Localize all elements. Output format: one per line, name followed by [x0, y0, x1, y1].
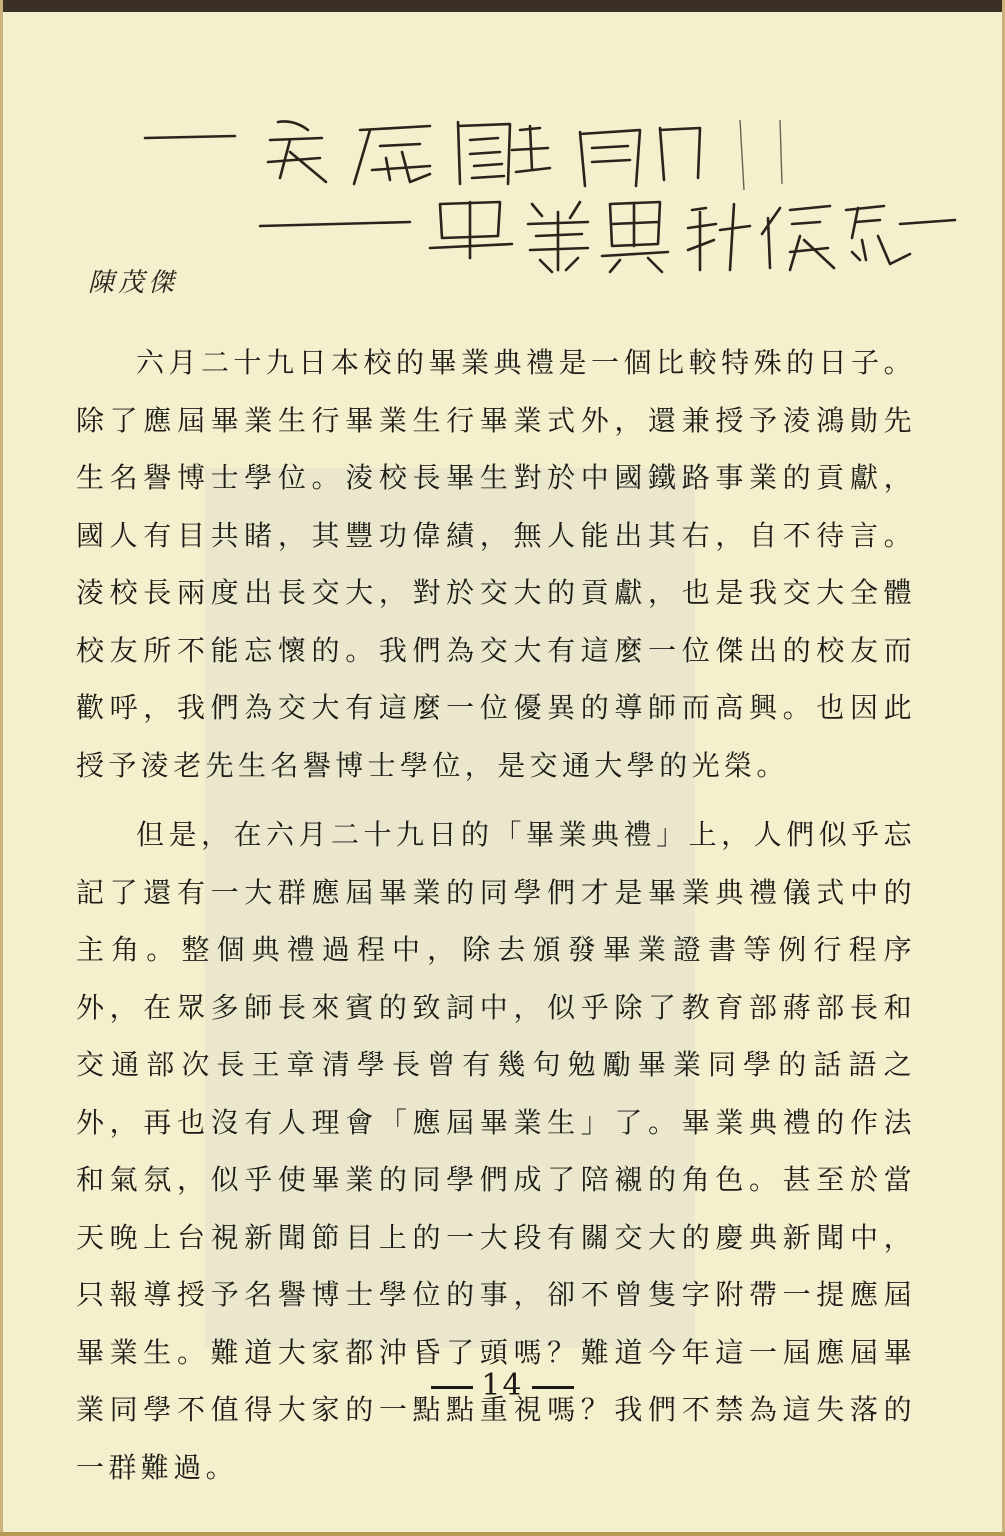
page-number-left-dash [431, 1386, 473, 1389]
scan-edge-top [0, 0, 1005, 12]
paragraph-2: 但是，在六月二十九日的「畢業典禮」上，人們似乎忘記了還有一大群應屆畢業的同學們才是畢業典禮儀式中的主角。整個典禮過程中，除去頒發畢業證書等例行程序外，在眾多師長來賓的致詞中，似乎除了教育部蔣部長和交通部次長王章清學長曾有幾句勉勵畢業同學的話語之外，再也沒有人理會「應屆畢業生」了。畢業典禮的作法和氣氛，似乎使畢業的同學們成了陪襯的角色。甚至於當天晚上台視新聞節目上的一大段有關交大的慶典新聞中，只報導授予名譽博士學位的事，卻不曾隻字附帶一提應屆畢業生。難道大家都沖昏了頭嗎？難道今年這一屆應屆畢業同學不值得大家的一點點重視嗎？我們不禁為這失落的一群難過。 [76, 818, 916, 1484]
handwritten-title-drawing [140, 100, 960, 300]
page-number-footer [0, 1368, 1005, 1403]
scan-edge-bottom [0, 1532, 1005, 1536]
page-number-right-dash [532, 1386, 574, 1389]
paragraph-1: 六月二十九日本校的畢業典禮是一個比較特殊的日子。除了應屆畢業生行畢業生行畢業式外，還兼授予淩鴻勛先生名譽博士學位。淩校長畢生對於中國鐵路事業的貢獻，國人有目共睹，其豐功偉績，無人能出其右，自不待言。淩校長兩度出長交大，對於交大的貢獻，也是我交大全體校友所不能忘懷的。我們為交大有這麼一位傑出的校友而歡呼，我們為交大有這麼一位優異的導師而高興。也因此授予淩老先生名譽博士學位，是交通大學的光榮。 [76, 346, 916, 782]
handwritten-title [140, 100, 960, 300]
scan-edge-left [0, 0, 3, 1536]
author-name: 陳茂傑 [88, 268, 179, 298]
page-number: 14 [481, 1368, 524, 1403]
